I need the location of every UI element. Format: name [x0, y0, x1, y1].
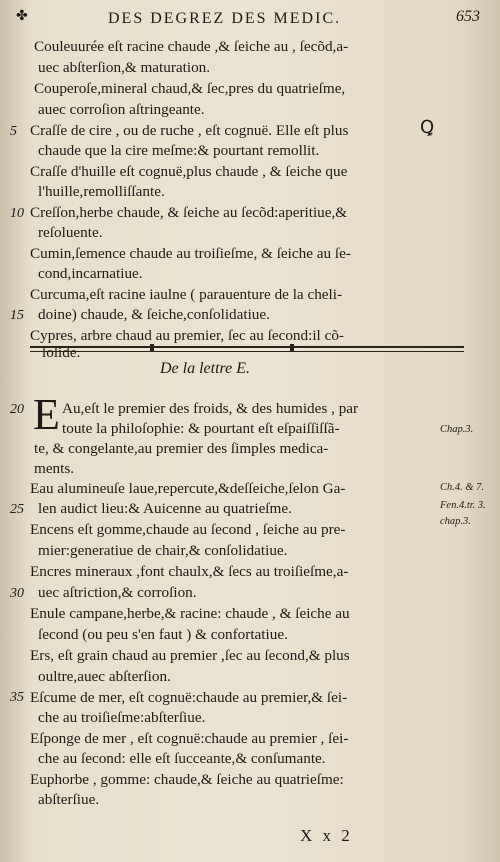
text-line: Couleuurée eſt racine chaude ,& ſeiche au , ſecõd,a- — [34, 38, 349, 55]
text-line: Cumin,ſemence chaude au troiſieſme, & ſeiche au ſe- — [30, 245, 351, 262]
text-line: Ers, eſt grain chaud au premier ,ſec au ſecond,& plus — [30, 647, 350, 664]
ornament-glyph: ✤ — [16, 9, 28, 24]
section-divider — [30, 346, 464, 352]
line-number: 20 — [10, 402, 24, 417]
text-line: Encens eſt gomme,chaude au ſecond , ſeiche au pre- — [30, 521, 346, 538]
line-number: 15 — [10, 308, 24, 323]
text-line: Curcuma,eſt racine iaulne ( parauenture de la cheli- — [30, 286, 343, 303]
text-line: cond,incarnatiue. — [38, 265, 143, 282]
text-line: ſecond (ou peu s'en faut ) & confortatiue. — [38, 626, 288, 643]
line-number: 10 — [10, 206, 24, 221]
page-header — [0, 4, 500, 34]
margin-note: Ch.4. & 7. — [440, 482, 485, 493]
text-line: che au ſecond: elle eſt ſuccеante,& conſumante. — [38, 750, 326, 767]
text-line: Creſſon,herbe chaude, & ſeiche au ſecõd:aperitiue,& — [30, 204, 348, 221]
divider-dash — [150, 344, 154, 351]
text-line: chaude que la cire meſme:& pourtant remollit. — [38, 142, 320, 159]
line-number: 35 — [10, 690, 24, 705]
text-line: doine) chaude, & ſeiche,conſolidatiue. — [38, 306, 270, 323]
text-line: l'huille,remolliſſante. — [38, 183, 165, 200]
text-line: Eſponge de mer , eſt cognuë:chaude au premier , ſei- — [30, 730, 349, 747]
text-line: mier:generatiue de chair,& conſolidatiue. — [38, 542, 288, 559]
text-line: te, & congelante,au premier des ſimples medica- — [34, 440, 329, 457]
marginal-symbol: Ꝗ — [420, 117, 435, 137]
text-line: Au,eſt le premier des froids, & des humides , par — [62, 400, 359, 417]
page-number: 653 — [456, 8, 480, 25]
text-line: toute la philoſophie: & pourtant eſt eſpaiſſiſſã- — [62, 420, 340, 437]
text-line: auec corroſion aſtringeante. — [38, 101, 205, 118]
text-line: Euphorbe , gomme: chaude,& ſeiche au quatrieſme: — [30, 771, 344, 788]
section-title: De la lettre E. — [160, 360, 251, 377]
text-line: uec abſterſion,& maturation. — [38, 59, 211, 76]
text-line: oultre,auec abſterſion. — [38, 668, 171, 685]
margin-note: Fen.4.tr. 3. — [440, 500, 486, 511]
line-number: 30 — [10, 586, 24, 601]
text-line: len audict lieu:& Auicenne au quatrieſme. — [38, 500, 292, 517]
text-line: Craſſe de cire , ou de ruche , eſt cognuë. Elle eſt plus — [30, 122, 349, 139]
text-line: Cypres, arbre chaud au premier, ſec au ſecond:il cõ- — [30, 327, 344, 344]
text-line: abſterſiue. — [38, 791, 100, 808]
text-line: Enule campane,herbe,& racine: chaude , & ſeiche au — [30, 605, 350, 622]
text-line: reſoluente. — [38, 224, 103, 241]
text-line: ments. — [34, 460, 75, 477]
margin-note: chap.3. — [440, 516, 471, 527]
line-number: 25 — [10, 502, 24, 517]
text-line: Couperoſe,mineral chaud,& ſec,pres du quatrieſme, — [34, 80, 346, 97]
line-number: 5 — [10, 124, 17, 139]
margin-note: Chap.3. — [440, 424, 474, 435]
divider-dash — [290, 344, 294, 351]
text-line: Encres mineraux ,font chaulx,& ſecs au troiſieſme,a- — [30, 563, 349, 580]
text-line: ſolide. — [42, 344, 81, 361]
text-line: Craſſe d'huille eſt cognuë,plus chaude , & ſeiche que — [30, 163, 348, 180]
text-line: Eſcume de mer, eſt cognuë:chaude au premier,& ſei- — [30, 689, 348, 706]
running-head: DES DEGREZ DES MEDIC. — [108, 10, 342, 27]
text-line: uec aſtriction,& corroſion. — [38, 584, 197, 601]
text-line: che au troiſieſme:abſterſiue. — [38, 709, 206, 726]
text-line: Eau alumineuſe laue,repercute,&deſſeiche,ſelon Ga- — [30, 480, 346, 497]
signature-mark: X x 2 — [300, 826, 353, 845]
drop-capital: E — [33, 390, 60, 439]
